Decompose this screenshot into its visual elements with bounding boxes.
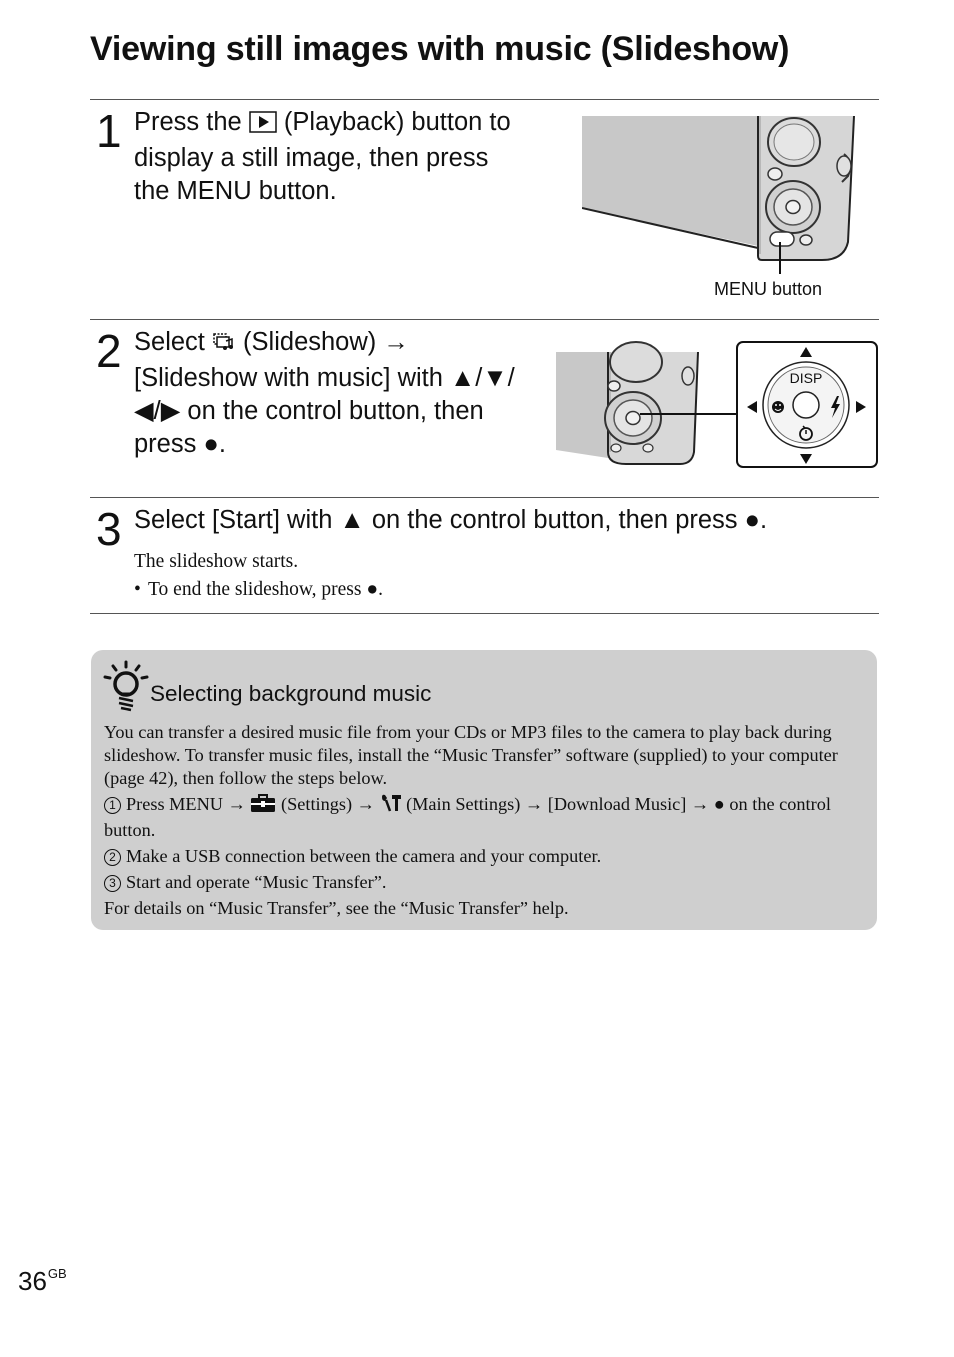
control-button-illustration <box>556 340 880 475</box>
step-2-text: Select (Slideshow) → [Slideshow with music] with ▲/▼/ ◀/▶ on the control button, then press ●. <box>134 328 515 458</box>
divider <box>90 497 879 498</box>
slideshow-icon <box>212 329 236 362</box>
step-3-text: Select [Start] with ▲ on the control button, then press ●. <box>134 506 768 534</box>
camera-back-illustration <box>582 114 858 281</box>
divider <box>90 613 879 614</box>
hint-title: Selecting background music <box>150 681 432 706</box>
disp-label: DISP <box>789 370 823 386</box>
step-number: 3 <box>96 503 122 555</box>
toolbox-icon <box>250 793 276 819</box>
divider <box>90 99 879 100</box>
hint-step-3: 3 Start and operate “Music Transfer”. <box>104 871 864 894</box>
hint-lightbulb-icon <box>102 660 150 717</box>
page-number: $36^{GB}$ <box>18 1266 67 1296</box>
main-settings-icon <box>380 793 402 819</box>
hint-step-1: 1 Press MENU → (Settings) → (Main Settings) → [Download Music] → ● on the control button. <box>104 794 831 840</box>
menu-button-caption: MENU button <box>714 279 823 299</box>
step-1-text: Press the (Playback) button to display a still image, then press the MENU button. <box>134 108 511 205</box>
step-3-details: The slideshow starts. • To end the slideshow, press ●. <box>134 548 383 604</box>
page-title: Viewing still images with music (Slideshow) <box>90 30 790 68</box>
divider <box>90 319 879 320</box>
step-number: 2 <box>96 325 122 377</box>
hint-intro: You can transfer a desired music file from your CDs or MP3 files to the camera to play back during slideshow. To transfer music files, install the “Music Transfer” software (supplied) to your computer (page 42), then follow the steps below. <box>104 722 838 788</box>
playback-icon <box>249 109 277 142</box>
bullet-item: • To end the slideshow, press ●. <box>134 579 383 600</box>
hint-step-2: 2 Make a USB connection between the camera and your computer. <box>104 845 864 868</box>
hint-body <box>104 721 864 923</box>
hint-outro: For details on “Music Transfer”, see the “Music Transfer” help. <box>104 898 569 918</box>
step-number: 1 <box>96 105 122 157</box>
